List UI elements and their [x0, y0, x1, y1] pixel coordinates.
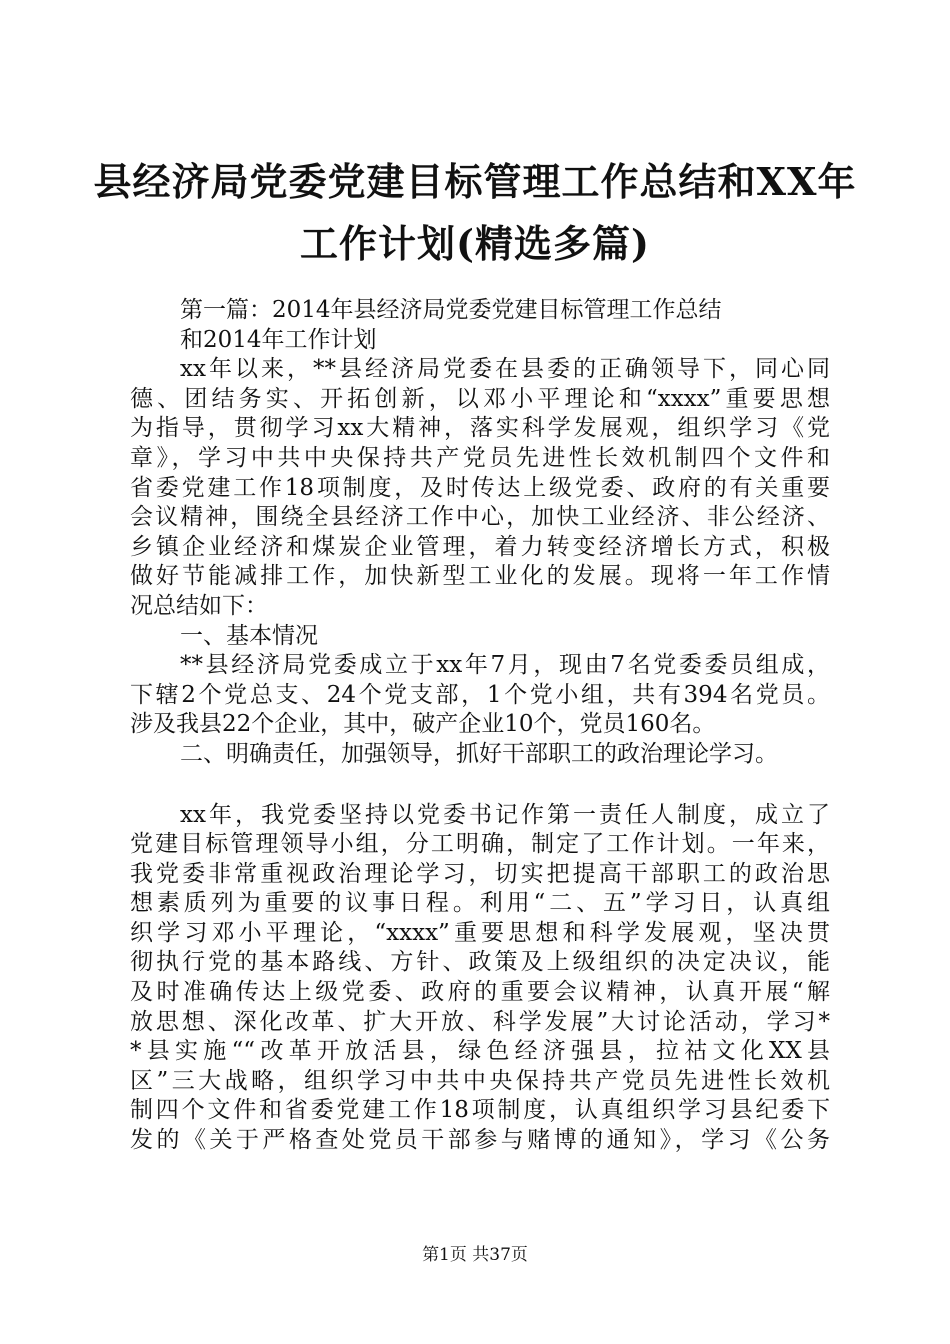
body-line: 区”三大战略，组织学习中共中央保持共产党员先进性长效机: [130, 1067, 830, 1094]
body-line: 彻执行党的基本路线、方针、政策及上级组织的决定决议，能: [130, 949, 830, 976]
document-title-line-1: 县经济局党委党建目标管理工作总结和XX年: [93, 159, 857, 204]
body-line: xx年，我党委坚持以党委书记作第一责任人制度，成立了: [180, 801, 830, 828]
body-line: 放思想、深化改革、扩大开放、科学发展”大讨论活动，学习*: [130, 1008, 830, 1035]
body-line: 一、基本情况: [180, 622, 318, 649]
page-footer: 第1页 共37页: [422, 1245, 528, 1265]
body-line: 况总结如下：: [130, 592, 268, 619]
body-line: 章》，学习中共中央保持共产党员先进性长效机制四个文件和: [130, 444, 830, 471]
body-line: 及时准确传达上级党委、政府的重要会议精神，认真开展“解: [130, 979, 830, 1006]
body-line: *县实施““改革开放活县，绿色经济强县，拉祜文化XX县: [130, 1038, 830, 1065]
body-line: 涉及我县22个企业，其中，破产企业10个，党员160名。: [130, 711, 716, 738]
body-line: 第一篇：2014年县经济局党委党建目标管理工作总结: [180, 297, 722, 323]
body-line: 会议精神，围绕全县经济工作中心，加快工业经济、非公经济、: [130, 504, 830, 531]
body-line: xx年以来，**县经济局党委在县委的正确领导下，同心同: [180, 356, 830, 383]
paragraph-gap: [130, 770, 830, 801]
body-line: 省委党建工作18项制度，及时传达上级党委、政府的有关重要: [130, 474, 830, 501]
body-line: 发的《关于严格查处党员干部参与赌博的通知》，学习《公务: [130, 1127, 830, 1154]
body-line: 德、团结务实、开拓创新，以邓小平理论和“xxxx”重要思想: [130, 385, 830, 412]
document-title-line-2: 工作计划(精选多篇): [300, 221, 650, 266]
body-line: 想素质列为重要的议事日程。利用“二、五”学习日，认真组: [130, 890, 830, 917]
document-body: [130, 296, 830, 1156]
body-line: 下辖2个党总支、24个党支部，1个党小组，共有394名党员。: [130, 681, 830, 708]
body-line: 制四个文件和省委党建工作18项制度，认真组织学习县纪委下: [130, 1097, 830, 1124]
body-line: 我党委非常重视政治理论学习，切实把提高干部职工的政治思: [130, 860, 830, 887]
body-line: 党建目标管理领导小组，分工明确，制定了工作计划。一年来，: [130, 831, 830, 858]
body-line: 和2014年工作计划: [180, 326, 377, 353]
body-line: **县经济局党委成立于xx年7月，现由7名党委委员组成，: [180, 652, 830, 679]
body-line: 为指导，贯彻学习xx大精神，落实科学发展观，组织学习《党: [130, 415, 830, 442]
body-line: 二、明确责任，加强领导，抓好干部职工的政治理论学习。: [180, 740, 778, 767]
body-line: 做好节能减排工作，加快新型工业化的发展。现将一年工作情: [130, 563, 830, 590]
body-line: 乡镇企业经济和煤炭企业管理，着力转变经济增长方式，积极: [130, 533, 830, 560]
body-line: 织学习邓小平理论，“xxxx”重要思想和科学发展观，坚决贯: [130, 919, 830, 946]
